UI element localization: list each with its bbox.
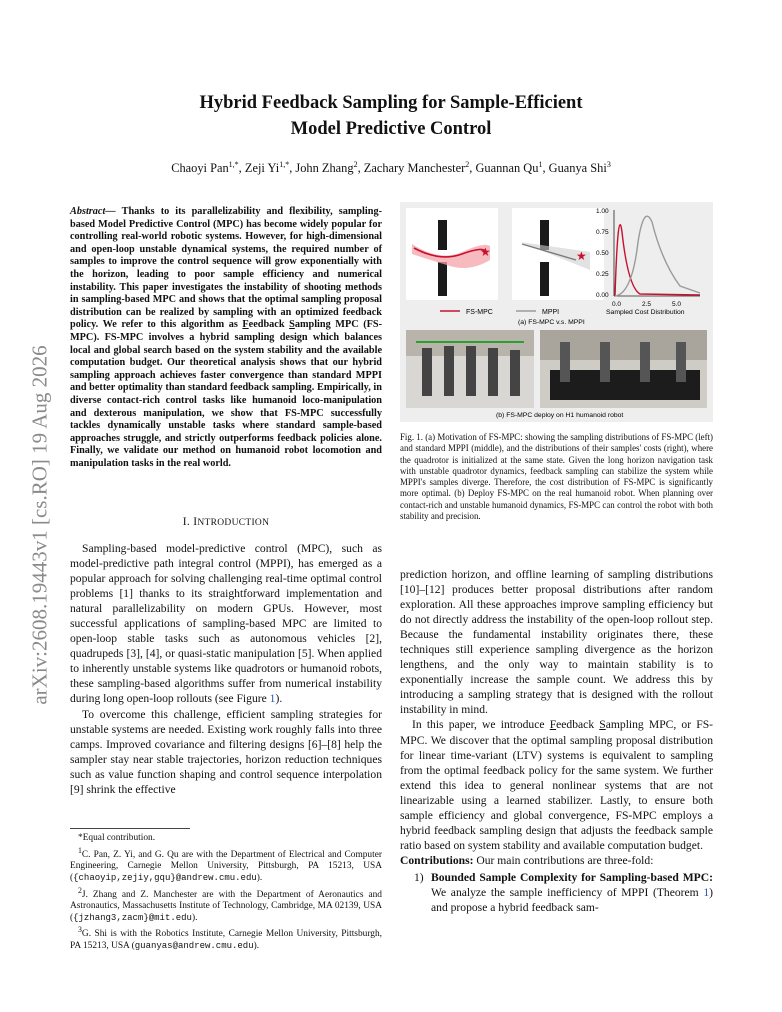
figure-ref-link[interactable]: 1 xyxy=(269,692,276,706)
obstacle-bottom xyxy=(438,262,447,296)
footnote-1: $^1$C. Pan, Z. Yi, and G. Qu are with the Department of Electrical and Computer Engineering, Carnegie Mellon University, Pittsburgh, PA 15213, USA ({chaoyip,zejiy,gqu}@andrew.cmu.edu). xyxy=(70,845,382,883)
right-paragraph-2: In this paper, we introduce Feedback Sampling MPC, or FS-MPC. We discover that the optimal sampling proposal distribution for linear time-variant (LTV) systems is equivalent to sampling from the optimal feedback policy for the same system. We further extend this idea to general nonlinear systems that are not linearizable using a learned stabilizer. Lastly, to ensure both sample efficiency and global convergence, FS-MPC employs a hybrid feedback sampling design that adjusts the feedback sample ratio based on system stability and available computation budget. xyxy=(400,718,714,852)
author-list: Chaoyi Pan$^{1,*}$, Zeji $Yi^{1,*}$, John Zhang$^2$, Zachary Manchester$^2$, Guannan Qu$^1$, Guanya Shi$^3$ xyxy=(171,160,611,176)
subcaption-a: (a) FS-MPC v.s. MPPI xyxy=(518,319,585,326)
figure-1-caption: Fig. 1. (a) Motivation of FS-MPC: showing the sampling distributions of FS-MPC (left) and standard MPPI (middle), and the distributions of their samples' costs (right), where the quadrotor is initialized at the same state. Given the long horizon navigation task with unstable quadrotor dynamics, feedback sampling can stabilize the system while MPPI's samples diverge. Therefore, the cost distribution of FS-MPC is significantly more optimal. (b) Deploy FS-MPC on the real humanoid robot. When planning over contact-rich and unstable humanoid dynamics, FS-MPC can control the robot with both stability and precision. xyxy=(400,432,713,522)
abstract-f: F xyxy=(242,319,249,331)
section-heading-introduction: I. INTRODUCTION xyxy=(182,516,270,528)
abstract xyxy=(70,206,382,470)
footnotes xyxy=(70,833,382,953)
contributions-list xyxy=(400,870,713,915)
author-name: Chaoyi Pan$^{1,*}$ xyxy=(171,160,239,176)
right-paragraph-1: prediction horizon, and offline learning of sampling distributions [10]–[12] produces better proposal distributions after random exploration. All these approaches improve sampling efficiency but do not directly address the instability of the open-loop rollout step. Because the fundamental instability originates there, these techniques still experience sampling divergence as the horizon lengthens, and the only way to maintain stability is to exponentially increase the sample count. We address this by introducing a sampling strategy that is designed with the rollout instability in mind. xyxy=(400,568,713,717)
paper-title xyxy=(0,90,782,142)
xtick-1: 0.0 xyxy=(612,301,622,308)
contributions-intro: Contributions: Our main contributions are three-fold: xyxy=(400,853,654,867)
email-3[interactable]: guanyas@andrew.cmu.edu xyxy=(134,941,254,952)
contribution-1-title: Bounded Sample Complexity for Sampling-based MPC: xyxy=(431,870,713,884)
footnote-equal: *Equal contribution. xyxy=(78,833,156,843)
xtick-3: 5.0 xyxy=(672,301,682,308)
theorem-ref-link[interactable]: 1 xyxy=(703,885,710,899)
intro-body xyxy=(70,541,382,797)
title-line-1: Hybrid Feedback Sampling for Sample-Efficient xyxy=(199,93,583,113)
obstacle-top xyxy=(438,220,447,250)
arxiv-stamp xyxy=(20,275,60,775)
footnote-rule xyxy=(70,828,190,829)
email-2[interactable]: {jzhang3,zacm}@mit.edu xyxy=(73,912,192,923)
contribution-1-number: 1) xyxy=(414,870,424,884)
goal-star-icon: ★ xyxy=(480,245,491,259)
footnote-3: $^3$G. Shi is with the Robotics Institute, Carnegie Mellon University, Pittsburgh, PA 15213, USA (guanyas@andrew.cmu.edu). xyxy=(70,925,382,952)
ytick-1: 1.00 xyxy=(596,208,609,215)
author-name: Guannan Qu$^1$ xyxy=(475,160,543,176)
ytick-2: 0.75 xyxy=(596,229,609,236)
subcaption-b: (b) FS-MPC deploy on H1 humanoid robot xyxy=(496,412,624,419)
arxiv-stamp-text: arXiv:2608.19443v1 [cs.RO] 19 Aug 2026 xyxy=(27,345,52,705)
figure-1 xyxy=(400,202,713,422)
title-line-2: Model Predictive Control xyxy=(290,119,492,139)
right-column-body xyxy=(400,567,713,915)
abstract-text: Thanks to its parallelizability and flexibility, sampling-based Model Predictive Control (MPC) has become widely popular for controlling real-world robotic systems. However, for high-dimensional and open-loop unstable dynamical systems, the required number of samples to improve the control sequence will grow exponentially with the horizon, leading to poor sample efficiency and numerical instability. This paper investigates the instability of shooting methods in sampling-based MPC and shows that the optimal sampling proposal distribution can be realized by sampling with an optimized feedback policy. We refer to this algorithm as xyxy=(70,206,382,331)
contributions-heading: Contributions: xyxy=(400,853,474,867)
intro-paragraph-1: Sampling-based model-predictive control (MPC), such as model-predictive path integral control (MPPI), has emerged as a popular approach for solving challenging real-time optimal control problems [1] thanks to its straightforward implementation and natural parallelizability on modern GPUs. However, most successful applications of sampling-based MPC are limited to open-loop stable tasks such as autonomous vehicles [2], quadrupeds [3], [4], or quasi-static manipulation [5]. When applied to inherently unstable systems like quadrotors or humanoid robots, these sampling-based algorithms suffer from numerical instability during long open-loop rollouts (see Figure 1). xyxy=(70,542,382,706)
contribution-1: 1) Bounded Sample Complexity for Sampling-based MPC: We analyze the sample inefficiency of MPPI (Theorem 1) and propose a hybrid feedback sam- xyxy=(414,870,713,915)
author-name: John Zhang$^2$ xyxy=(295,160,358,176)
chart-title: Sampled Cost Distribution xyxy=(606,309,685,316)
goal-star-icon-2: ★ xyxy=(576,249,587,263)
ytick-5: 0.00 xyxy=(596,292,609,299)
figure-1-graphic xyxy=(400,202,713,422)
author-name: Zachary Manchester$^2$ xyxy=(363,160,470,176)
author-name: Guanya Shi$^3$ xyxy=(548,160,611,176)
email-1[interactable]: {chaoyip,zejiy,gqu}@andrew.cmu.edu xyxy=(73,872,257,883)
abstract-rest: ampling MPC (FS-MPC). FS-MPC involves a hybrid sampling design which balances local and global search based on the system stability and the available computation budget. Our theoretical analysis shows that our hybrid sampling approach achieves faster convergence than standard MPPI and better optimality than standard feedback sampling. Empirically, in diverse contact-rich control tasks like humanoid loco-manipulation and dexterous manipulation, we show that FS-MPC successfully tackles dynamically unstable tasks where standard sample-based approaches struggle, and strictly outperforms feedback policies alone. Finally, we validate our method on humanoid robot locomotion and manipulation tasks in the real world. xyxy=(70,319,382,469)
legend-mppi-label: MPPI xyxy=(542,309,560,316)
intro-paragraph-2: To overcome this challenge, efficient sampling strategies for unstable systems are needed. Existing work roughly falls into three camps. Improved covariance and filtering designs [6]–[8] help the sampler stay near stable trajectories, horizon reduction techniques such as value function shaping and control sequence interpolation [9] shrink the effective xyxy=(70,707,382,796)
abstract-label: Abstract— xyxy=(70,206,122,217)
footnote-2: $^2$J. Zhang and Z. Manchester are with the Department of Aeronautics and Astronautics, Massachusetts Institute of Technology, Cambridge, MA 02139, USA ({jzhang3,zacm}@mit.edu). xyxy=(70,885,382,923)
obstacle-bottom-2 xyxy=(540,262,549,296)
author-name: Zeji $Yi^{1,*}$ xyxy=(244,160,290,176)
ytick-4: 0.25 xyxy=(596,271,609,278)
ytick-3: 0.50 xyxy=(596,250,609,257)
legend-fs-label: FS-MPC xyxy=(466,309,493,316)
abstract-s: S xyxy=(289,319,295,331)
xtick-2: 2.5 xyxy=(642,301,652,308)
abstract-eedback: eedback xyxy=(248,319,290,331)
